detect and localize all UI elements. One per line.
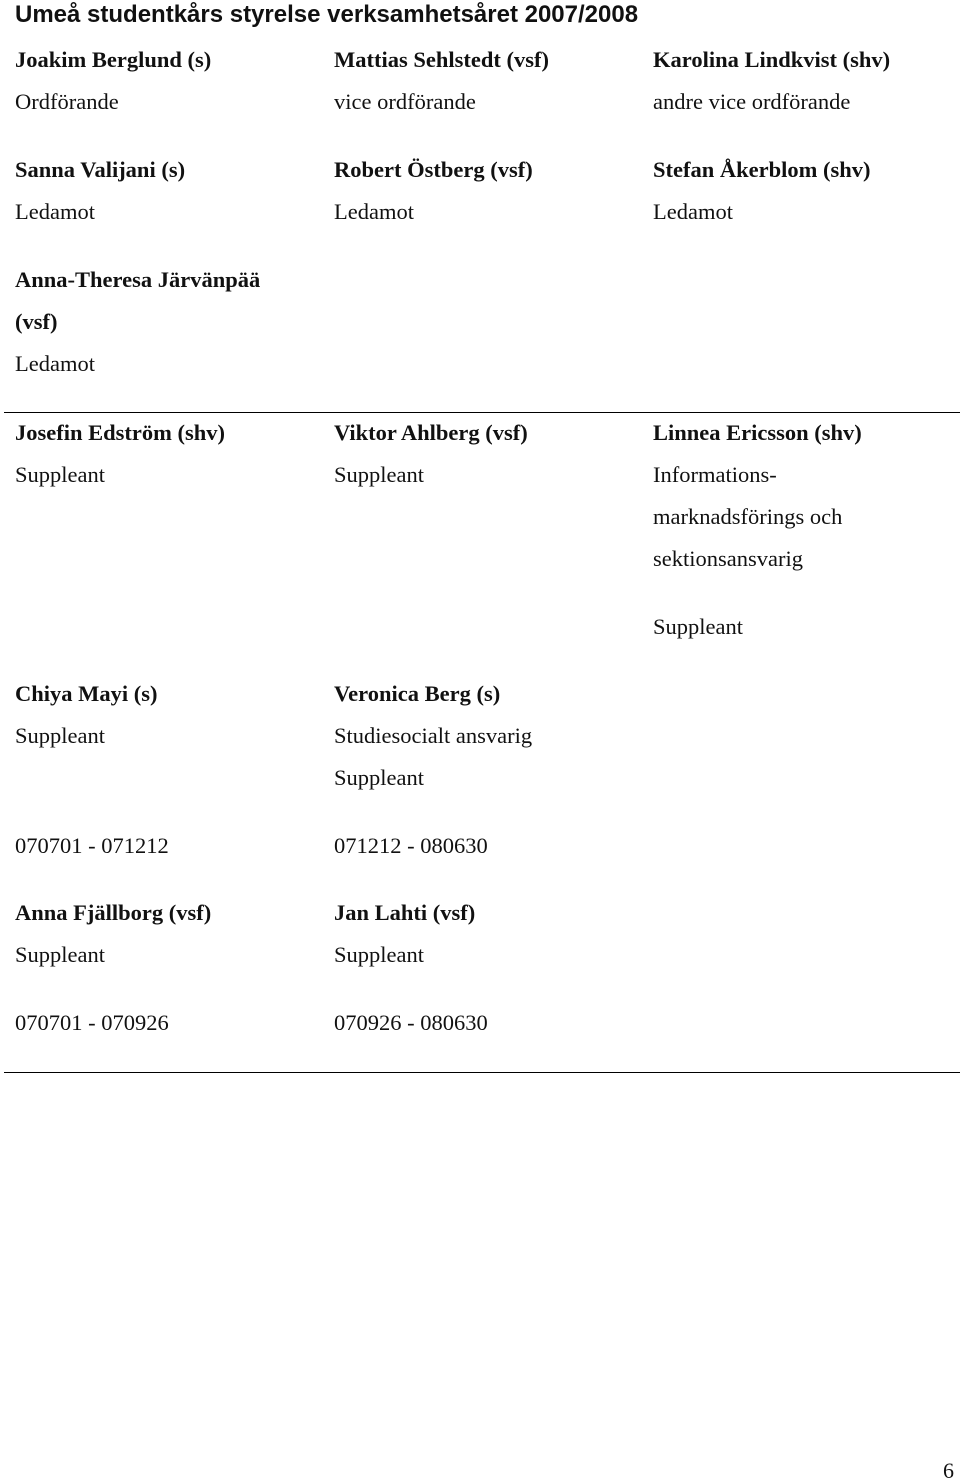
member-name: Linnea Ericsson (shv) <box>653 420 862 445</box>
member-name: Jan Lahti (vsf) <box>334 900 476 925</box>
member-name: Chiya Mayi (s) <box>15 681 158 706</box>
member-role: andre vice ordförande <box>653 89 851 114</box>
member-name: Karolina Lindkvist (shv) <box>653 47 891 72</box>
member-role: Ledamot <box>15 199 95 224</box>
member-role: Ledamot <box>334 199 414 224</box>
member-name: Anna Fjällborg (vsf) <box>15 900 212 925</box>
member-role: Suppleant <box>15 942 105 967</box>
member-role: Ledamot <box>653 199 733 224</box>
member-name: Mattias Sehlstedt (vsf) <box>334 47 549 72</box>
member-role: Ledamot <box>15 351 95 376</box>
member-role: Ordförande <box>15 89 119 114</box>
member-role: Suppleant <box>334 942 424 967</box>
member-name: Veronica Berg (s) <box>334 681 501 706</box>
member-name: Sanna Valijani (s) <box>15 157 186 182</box>
term-period: 070701 - 071212 <box>15 833 169 858</box>
member-name: Robert Östberg (vsf) <box>334 157 533 182</box>
member-role: Suppleant <box>15 462 105 487</box>
member-name: Stefan Åkerblom (shv) <box>653 157 871 182</box>
member-name: Viktor Ahlberg (vsf) <box>334 420 528 445</box>
member-responsibility: Informations- <box>653 462 777 487</box>
member-role: Suppleant <box>15 723 105 748</box>
member-name: Joakim Berglund (s) <box>15 47 212 72</box>
member-responsibility: sektionsansvarig <box>653 546 803 571</box>
term-period: 070926 - 080630 <box>334 1010 488 1035</box>
page-number: 6 <box>943 1458 954 1483</box>
member-name: Josefin Edström (shv) <box>15 420 226 445</box>
term-period: 071212 - 080630 <box>334 833 488 858</box>
member-name-continued: (vsf) <box>15 309 58 334</box>
member-role: Suppleant <box>653 614 743 639</box>
page-title: Umeå studentkårs styrelse verksamhetsåret 2007/2008 <box>15 1 639 28</box>
member-role: Suppleant <box>334 765 424 790</box>
member-responsibility: marknadsförings och <box>653 504 843 529</box>
divider <box>4 412 960 413</box>
member-responsibility: Studiesocialt ansvarig <box>334 723 533 748</box>
divider <box>4 1072 960 1073</box>
member-name: Anna-Theresa Järvänpää <box>15 267 261 292</box>
term-period: 070701 - 070926 <box>15 1010 169 1035</box>
member-role: vice ordförande <box>334 89 476 114</box>
member-role: Suppleant <box>334 462 424 487</box>
